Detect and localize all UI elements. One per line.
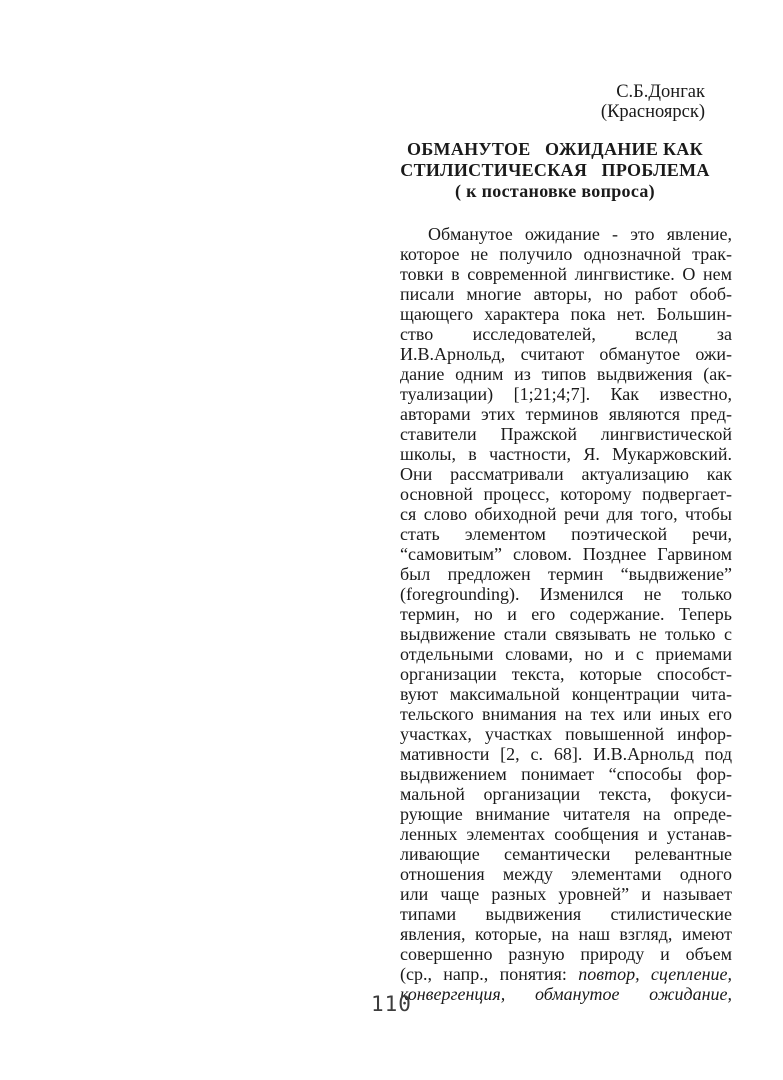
body-text-line: авторами этих терминов являются пред- xyxy=(400,404,732,424)
body-text-line: организации текста, которые способст- xyxy=(400,664,732,684)
body-text-line: тельского внимания на тех или иных его xyxy=(400,704,732,724)
body-text-line: явления, которые, на наш взгляд, имеют xyxy=(400,924,732,944)
body-text-line: стать элементом поэтической речи, xyxy=(400,524,732,544)
body-text-line: вуют максимальной концентрации чита- xyxy=(400,684,732,704)
body-text-line: ставители Пражской лингвистической xyxy=(400,424,732,444)
author-block xyxy=(400,82,732,122)
body-text-line: Они рассматривали актуализацию как xyxy=(400,464,732,484)
body-text-line: товки в современной лингвистике. О нем xyxy=(400,264,732,284)
article-title-line-2: СТИЛИСТИЧЕСКАЯ ПРОБЛЕМА xyxy=(400,160,710,180)
page-number: 110 xyxy=(371,992,412,1016)
body-text-line: ливающие семантически релевантные xyxy=(400,844,732,864)
body-text-line: отношения между элементами одного xyxy=(400,864,732,884)
body-text-line: основной процесс, которому подвергает- xyxy=(400,484,732,504)
body-text-line: термин, но и его содержание. Теперь xyxy=(400,604,732,624)
body-text-line: (ср., напр., понятия: повтор, сцепление, xyxy=(400,964,732,984)
body-text-line: выдвижением понимает “способы фор- xyxy=(400,764,732,784)
body-text-line: ся слово обиходной речи для того, чтобы xyxy=(400,504,732,524)
body-text-line: дание одним из типов выдвижения (ак- xyxy=(400,364,732,384)
body-text-line: “самовитым” словом. Позднее Гарвином xyxy=(400,544,732,564)
body-text-line: ленных элементах сообщения и устанав- xyxy=(400,824,732,844)
body-text-line: отдельными словами, но и с приемами xyxy=(400,644,732,664)
article-title-line-1: ОБМАНУТОЕ ОЖИДАНИЕ КАК xyxy=(407,139,703,159)
body-text-line: щающего характера пока нет. Большин- xyxy=(400,304,732,324)
body-paragraph xyxy=(400,224,732,1004)
body-text-line: И.В.Арнольд, считают обманутое ожи- xyxy=(400,344,732,364)
article-title-line-3: ( к постановке вопроса) xyxy=(455,181,655,201)
body-text-line: выдвижение стали связывать не только с xyxy=(400,624,732,644)
body-text-line: туализации) [1;21;4;7]. Как известно, xyxy=(400,384,732,404)
body-text-line: мальной организации текста, фокуси- xyxy=(400,784,732,804)
body-text-line: совершенно разную природу и объем xyxy=(400,944,732,964)
body-text-line: Обманутое ожидание - это явление, xyxy=(428,224,732,244)
body-text-line: писали многие авторы, но работ обоб- xyxy=(400,284,732,304)
author-location: (Красноярск) xyxy=(600,102,705,122)
article-title xyxy=(400,139,732,202)
body-text-line: конвергенция, обманутое ожидание, xyxy=(400,984,732,1004)
body-text-line: типами выдвижения стилистические xyxy=(400,904,732,924)
body-text-line: был предложен термин “выдвижение” xyxy=(400,564,732,584)
body-text-line: рующие внимание читателя на опреде- xyxy=(400,804,732,824)
body-text-line: ство исследователей, вслед за xyxy=(400,324,732,344)
body-text-line: которое не получило однозначной трак- xyxy=(400,244,732,264)
body-text-line: (foregrounding). Изменился не только xyxy=(400,584,732,604)
body-text-line: участках, участках повышенной инфор- xyxy=(400,724,732,744)
body-text-line: мативности [2, с. 68]. И.В.Арнольд под xyxy=(400,744,732,764)
author-name: С.Б.Донгак xyxy=(616,82,705,102)
body-text-line: школы, в частности, Я. Мукаржовский. xyxy=(400,444,732,464)
body-text-line: или чаще разных уровней” и называет xyxy=(400,884,732,904)
